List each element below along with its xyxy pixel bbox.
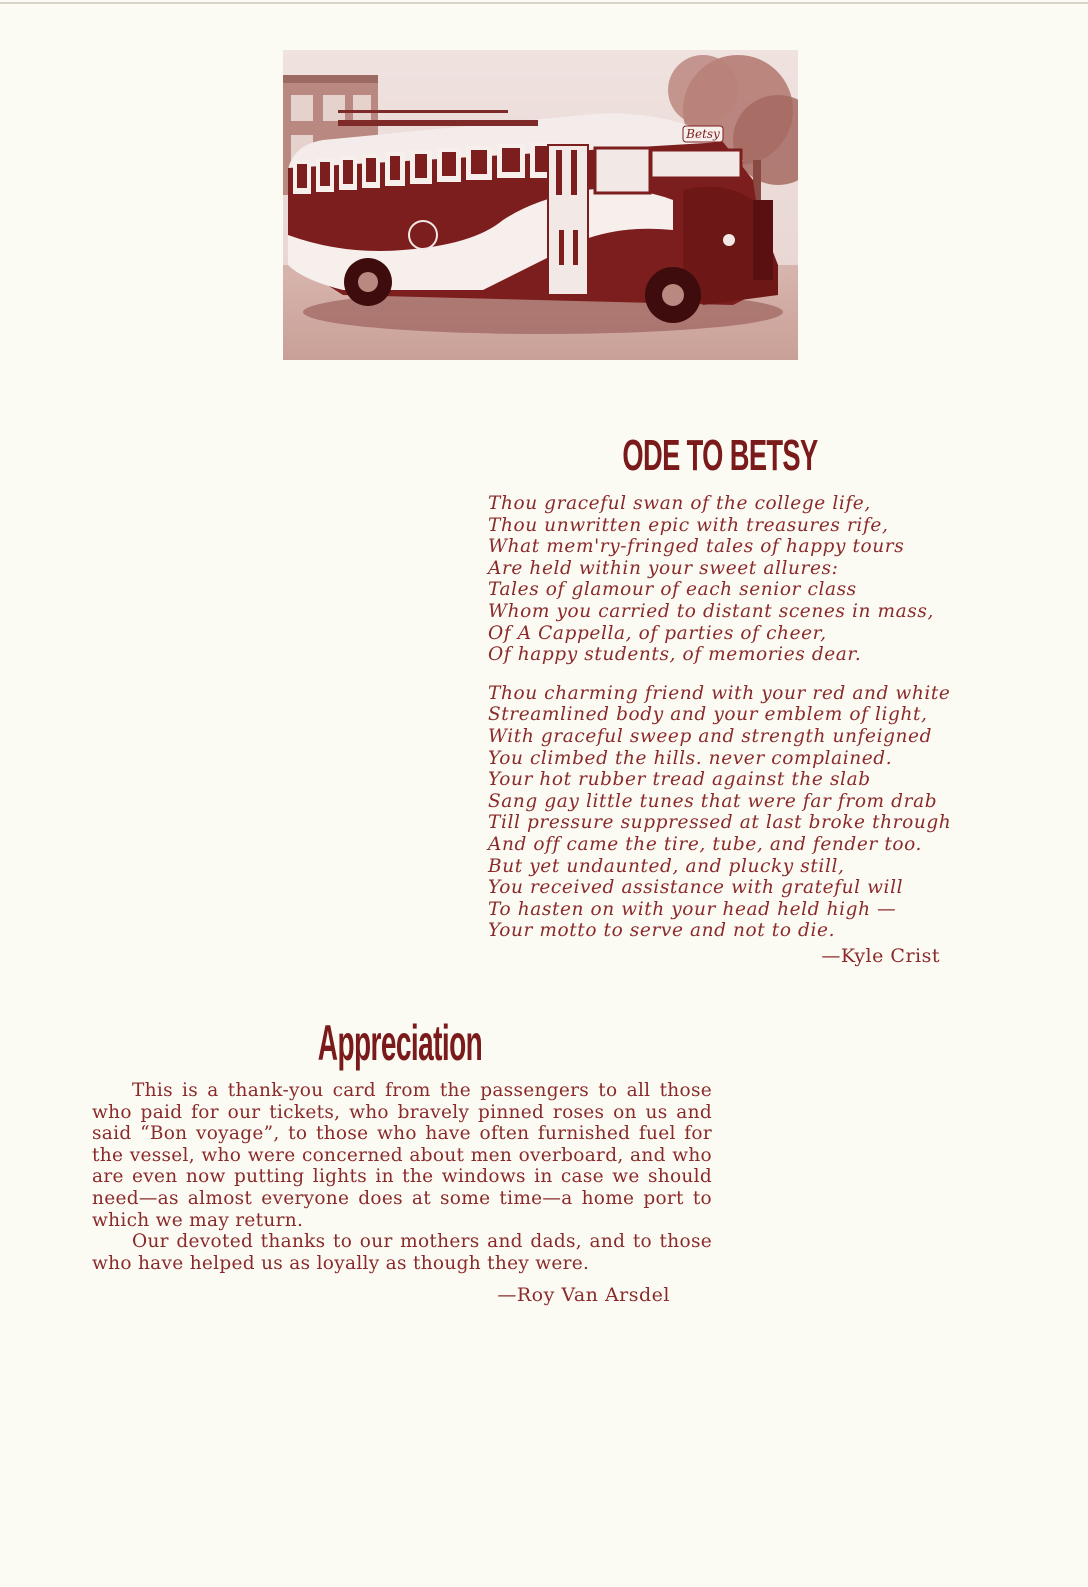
top-rule bbox=[0, 2, 1088, 4]
bus-illustration bbox=[283, 50, 798, 360]
poem-line: To hasten on with your head held high — bbox=[488, 898, 897, 920]
bus-photo bbox=[283, 50, 798, 360]
poem-line: Your motto to serve and not to die. bbox=[488, 920, 836, 942]
poem-line: Are held within your sweet allures: bbox=[488, 557, 839, 579]
poem-line: Till pressure suppressed at last broke through bbox=[488, 812, 952, 834]
poem-line: But yet undaunted, and plucky still, bbox=[488, 855, 845, 877]
appreciation-author: —Roy Van Arsdel bbox=[497, 1284, 670, 1306]
poem-line: You received assistance with grateful will bbox=[488, 877, 904, 899]
poem-line: Sang gay little tunes that were far from drab bbox=[488, 790, 938, 812]
poem-line: Tales of glamour of each senior class bbox=[488, 579, 857, 601]
stanza-1 bbox=[488, 493, 988, 666]
poem-line: With graceful sweep and strength unfeigned bbox=[488, 725, 933, 747]
poem-line: Of A Cappella, of parties of cheer, bbox=[488, 622, 827, 644]
poem-line: Whom you carried to distant scenes in mass, bbox=[488, 600, 934, 622]
poem bbox=[488, 493, 988, 942]
ode-title: ODE TO BETSY bbox=[622, 431, 818, 480]
stanza-2 bbox=[488, 683, 988, 942]
bus-destination-sign bbox=[683, 126, 723, 142]
poem-line: What mem'ry-fringed tales of happy tours bbox=[488, 536, 905, 558]
bus-sign-text: Betsy bbox=[686, 127, 720, 141]
poem-line: Thou charming friend with your red and white bbox=[488, 682, 951, 704]
appreciation-body bbox=[92, 1080, 712, 1274]
appreciation-paragraph: Our devoted thanks to our mothers and dads, and to those who have helped us as loyally as though they were. bbox=[92, 1231, 712, 1274]
poem-line: And off came the tire, tube, and fender too. bbox=[488, 833, 923, 855]
poem-line: Your hot rubber tread against the slab bbox=[488, 769, 871, 791]
poem-line: Streamlined body and your emblem of light, bbox=[488, 704, 928, 726]
appreciation-paragraph: This is a thank-you card from the passengers to all those who paid for our tickets, who bravely pinned roses on us and said “Bon voyage”, to those who have often furnished fuel for the vessel, who were concerned about men overboard, and who are even now putting lights in the windows in case we should need—as almost everyone does at some time—a home port to which we may return. bbox=[92, 1080, 712, 1231]
poem-line: Of happy students, of memories dear. bbox=[488, 644, 862, 666]
poem-line: You climbed the hills. never complained. bbox=[488, 747, 893, 769]
appreciation-title: Appreciation bbox=[317, 1015, 483, 1071]
poem-line: Thou unwritten epic with treasures rife, bbox=[488, 514, 889, 536]
poem-author: —Kyle Crist bbox=[821, 945, 940, 967]
poem-line: Thou graceful swan of the college life, bbox=[488, 493, 871, 514]
